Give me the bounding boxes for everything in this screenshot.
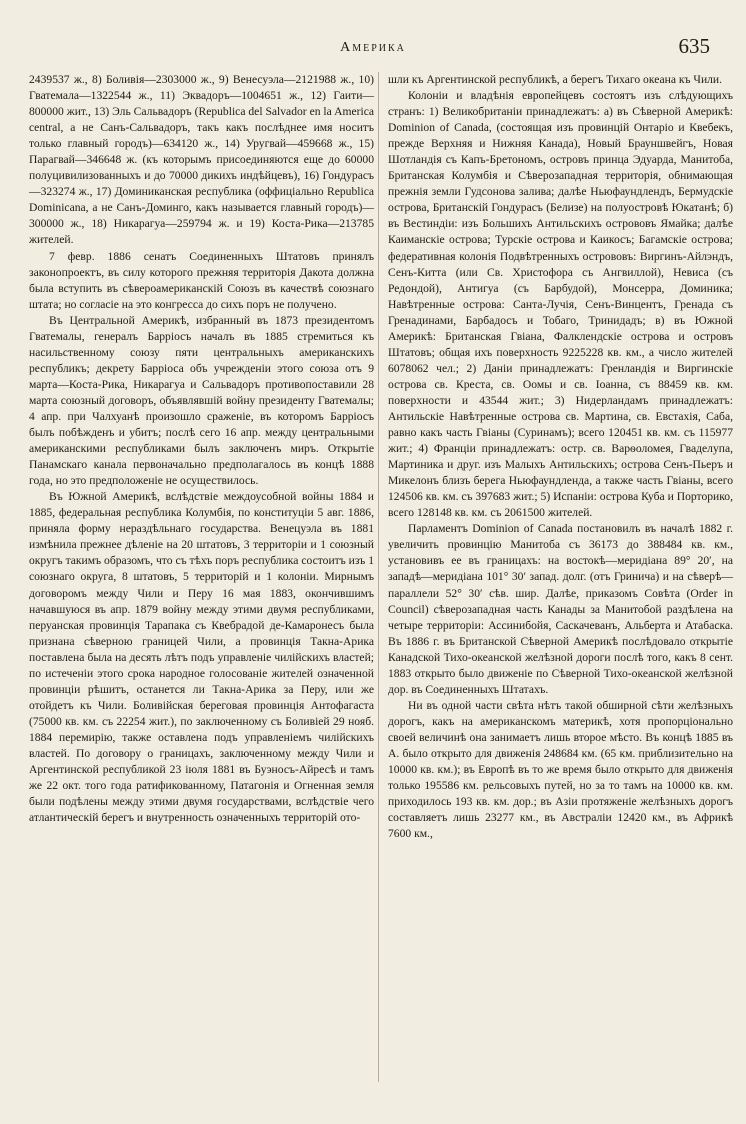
paragraph: 2439537 ж., 8) Боливія—2303000 ж., 9) Венесуэла—2121988 ж., 10) Гватемала—1322544 ж., 11) Эквадоръ—1004651 ж., 12) Гаити—800000 жит., 13) Эль Сальвадоръ (Republica del Salvador en la America central, а не Санъ-Сальвадоръ, такъ какъ послѣднее имя носитъ только главный городъ)—634120 ж., 14) Уругвай—459668 ж., 15) Парагвай—346648 ж. (къ которымъ присоединяются еще до 60000 полуцивилизованныхъ и до 70000 дикихъ индѣйцевъ), 16) Гондурасъ—323274 ж., 17) Доминиканская республика (оффиціально Republica Dominicana, а не Санъ-Доминго, какъ называется главный городъ)—300000 ж., 18) Никарагуа—259794 ж. и 19) Коста-Рика—213785 жителей. — [29, 73, 374, 247]
paragraph: Ни въ одной части свѣта нѣтъ такой обширной сѣти желѣзныхъ дорогъ, какъ на американскомъ материкѣ, хотя пропорціонально своей величинѣ она занимаетъ лишь второе мѣсто. Въ концѣ 1885 въ А. было открыто для движенія 248684 км. (65 км. приблизительно на 10000 кв. км.); въ Европѣ въ то же время было открыто для движенія только 195586 км. рельсовыхъ путей, но за то тамъ на 10000 кв. км. приходилось 193 кв. км. дор.; въ Азіи протяженіе желѣзныхъ дорогъ составляетъ лишь 23277 км., въ Австраліи 12420 км., въ Африкѣ 7600 км., — [388, 698, 733, 841]
paragraph: шли къ Аргентинской республикѣ, а берегъ Тихаго океана къ Чили. — [388, 73, 723, 86]
page-header — [30, 34, 716, 60]
paragraph: Парламентъ Dominion of Canada постановилъ въ началѣ 1882 г. увеличить провинцію Манитоба съ 36173 до 388484 кв. км., установивъ ее въ границахъ: на востокѣ—меридіана 89° 20′, на западѣ—меридіана 101° 30′ запад. долг. (отъ Гринича) и на сѣверѣ—параллели 52° 30′ сѣв. шир. Далѣе, приказомъ Совѣта (Order in Council) сѣверозападная часть Канады за Манитобой раздѣлена на четыре территоріи: Ассинибойя, Саскачеванъ, Альберта и Атабаска. Въ 1886 г. въ Британской Сѣверной Америкѣ послѣдовало открытіе Канадской Тихо-океанской желѣзной дороги послѣ того, какъ 8 сент. 1883 открыто было движеніе по Сѣверной Тихо-океанской желѣзной дор. въ Соединенныхъ Штатахъ. — [388, 522, 733, 696]
paragraph: Колоніи и владѣнія европейцевъ состоятъ изъ слѣдующихъ странъ: 1) Великобританіи принадлежатъ: а) въ Сѣверной Америкѣ: Dominion of Canada, (состоящая изъ провинцій Онтаріо и Квебекъ, прежде Верхняя и Нижняя Канада), Новый Брауншвейгъ, Новая Шотландія съ Капъ-Бретономъ, островъ принца Эдуарда, Манитоба, Британская Колумбія и Сѣверозападная территорія, обнимающая прежнія земли Гудсонова залива; далѣе Ньюфаундлендъ, Бермудскіе острова, Британскій Гондурасъ (Белизе) на полуостровѣ Юкатанѣ; б) въ Вестиндіи: изъ Большихъ Антильскихъ острововъ Ямайка; далѣе Каиманскіе острова; Турскіе острова и Каикосъ; Багамскіе острова; федеративная колонія Подвѣтренныхъ острововъ: Виргинъ-Айлэндъ, Сенъ-Китта (или Св. Христофора съ Ангвиллой), Невиса (съ Редондой), Антигуа (съ Барбудой), Монсерра, Доминика; Навѣтренные острова: Санта-Лучія, Сенъ-Винцентъ, Гренада съ Гренадинами, Барбадосъ и Тобаго, Тринидадъ; в) въ Южной Америкѣ: Британская Гвіана, Фалклендскіе острова и островъ Штатовъ; общая ихъ поверхность 9225228 кв. км., а число жителей 6078062 чел.; 2) Даніи принадлежатъ: Гренландія и Виргинскіе острова св. Креста, св. Оомы и св. Іоанна, съ 88459 кв. км. поверхности и 43544 жит.; 3) Нидерландамъ принадлежатъ: Антильскіе Навѣтренные острова св. Мартина, св. Евстахія, Саба, равно какъ часть Гвіаны (Суринамъ); всего 120451 кв. км. съ 115977 жит.; 4) Франціи принадлежатъ: остр. св. Варѳоломея, Гваделупа, Мартиника и друг. изъ Малыхъ Антильскихъ; острова Сенъ-Пьеръ и Микелонъ близъ берега Ньюфаундленда, а также часть Гвіаны, всего 124506 кв. км. съ 397683 жит.; 5) Испаніи: острова Куба и Порторико, всего 128148 кв. км. съ 2061500 жителей. — [388, 89, 733, 520]
right-column — [388, 72, 733, 842]
paragraph: Въ Южной Америкѣ, вслѣдствіе междоусобной войны 1884 и 1885, федеральная республика Колумбія, по конституціи 5 авг. 1886, приняла форму нераздѣльнаго государства. Венецуэла въ 1881 измѣнила прежнее дѣленіе на 20 штатовъ, 3 территоріи и 1 союзный округъ такимъ образомъ, что съ тѣхъ поръ республика состоитъ изъ 1 союзнаго округа, 8 штатовъ, 5 территорій и 1 колоніи. Мирнымъ договоромъ между Чили и Перу 16 мая 1883, окончившимъ начавшуюся въ апр. 1879 войну между этими двумя республиками, перуанская провинція Тарапака съ Квебрадой де-Камаронесъ была признана сѣверною границей Чили, а провинція Такна-Арика поставлена была на десять лѣтъ подъ управленіе чилійскихъ властей; по истеченіи этого срока народное голосованіе жителей означенной провинціи рѣшитъ, останется ли Такна-Арика за Перу, или же отойдетъ къ Чили. Боливійская береговая провинція Антофагаста (75000 кв. км. съ 22254 жит.), по заключенному съ Боливіей 29 нояб. 1884 перемирію, также оставлена подъ управленіемъ чилійскихъ властей. По договору о границахъ, заключенному между Чили и Аргентинской республикой 23 іюля 1881 въ Буэносъ-Айресѣ и тамъ же 22 окт. того года ратификованному, Патагонія и Огненная земля были подѣлены между этими двумя государствами, вслѣдствіе чего атлантическій берегъ и внутренность означенныхъ территорій ото- — [29, 490, 374, 825]
column-divider — [378, 72, 379, 1082]
left-column — [29, 72, 374, 826]
paragraph: Въ Центральной Америкѣ, избранный въ 1873 президентомъ Гватемалы, генералъ Барріосъ началъ въ 1885 стремиться къ насильственному союзу пяти центральныхъ американскихъ республикъ; декрету Барріоса объ учрежденіи этого союза отъ 9 марта—Коста-Рика, Никарагуа и Сальвадоръ противопоставили 28 марта союзный договоръ, объявлявшій войну президенту Гватемалы; 4 апр. при Чалхуанѣ произошло сраженіе, въ которомъ Барріосъ былъ побѣжденъ и убитъ; послѣ сего 16 апр. между центральными американскими республиками былъ заключенъ миръ. Открытіе Панамскаго канала первоначально предполагалось въ концѣ 1888 года, но это предположеніе не осуществилось. — [29, 313, 374, 488]
running-title: Америка — [340, 40, 406, 55]
paragraph: 7 февр. 1886 сенатъ Соединенныхъ Штатовъ принялъ законопроектъ, въ силу которого прежняя территорія Дакота должна была вступить въ сѣвероамериканскій Союзъ въ качествѣ союзнаго штата; но согласіе на это конгресса до сихъ поръ не получено. — [29, 249, 374, 311]
page-number: 635 — [678, 34, 710, 58]
